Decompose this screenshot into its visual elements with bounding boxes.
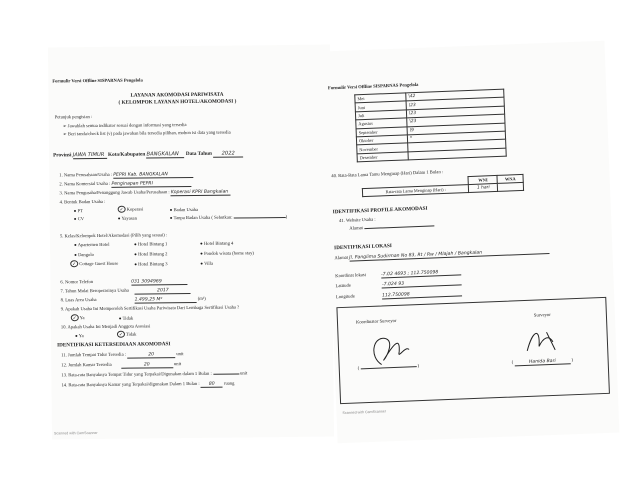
month-name: November [357, 143, 408, 153]
q6-field[interactable]: 031 3094969 [131, 279, 187, 286]
month-value[interactable]: \23 [406, 106, 504, 118]
koordinator-label: Koordinator Surveyor [355, 317, 397, 325]
wni-header: WNI [468, 175, 497, 184]
q12: 12. Jumlah Kamar Tersedia 20 unit [61, 361, 182, 368]
koordinat-field[interactable]: -7.02 4693 ; 112.750098 [381, 269, 461, 278]
option-dangolo[interactable]: ● Dangolo [74, 252, 94, 258]
q4: 4. Bentuk Badan Usaha : [59, 198, 106, 205]
q3-field[interactable]: Koperasi KPRI Bangkalan [171, 190, 231, 197]
form-page-right [323, 41, 620, 444]
section-profil: IDENTIFIKASI PROFILE AKOMODASI [332, 205, 428, 216]
stay-wna-value[interactable] [498, 182, 524, 191]
instructions-label: Petunjuk pengisian : [54, 114, 93, 120]
month-name: Oktober [356, 135, 407, 145]
q11-field[interactable]: 20 [127, 352, 175, 359]
month-value[interactable]: \9 [407, 123, 505, 135]
month-name: September [356, 126, 407, 136]
location-line: Provinsi JAWA TIMUR Kota/Kabupaten BANGKALAN Data Tahun 2022 [53, 150, 243, 159]
option-apartemen[interactable]: ● Apartemen Hotel [73, 241, 110, 248]
q2-field[interactable]: Penginapan PEPRI [111, 181, 191, 188]
q11: 11. Jumlah Tempat Tidur Tersedia : 20 unit [61, 351, 184, 358]
q1-field[interactable]: PEPRI Kab. BANGKALAN [113, 172, 193, 179]
q10-tidak[interactable]: ✓ Tidak [117, 332, 137, 338]
month-value[interactable]: \23 [407, 114, 505, 126]
q2: 2. Nama Komersial Usaha : Penginapan PEPRI [59, 180, 191, 188]
option-cv[interactable]: ● CV [73, 216, 85, 222]
option-villa[interactable]: ● Villa [200, 260, 214, 266]
latitude-row: Latitude -7.024 93 [335, 278, 462, 290]
stay-table [362, 174, 525, 197]
q7-field[interactable]: 2017 [135, 288, 191, 295]
option-pt[interactable]: ● PT [73, 208, 84, 214]
alamat-field[interactable]: Jl. Panglima Sudirman No 83, Rt / Rw / Mlajah / Bangkalan [349, 248, 549, 262]
q6: 6. Nomor Telefon 031 3094969 [60, 278, 187, 286]
scanner-watermark-right: Scanned with CamScanner [342, 409, 387, 416]
instruction-2: ➢ Beri tanda/check list (v) pada jawaban bila tersedia pilihan, mohon isi data yang tersedia [62, 129, 231, 137]
surveyor-name: Hanida Bari [514, 358, 570, 366]
month-value[interactable]: * [407, 131, 505, 143]
koordinator-name-line: ( ) [357, 363, 420, 371]
option-koperasi[interactable]: ✓ Koperasi [118, 206, 144, 212]
instruction-1: ➢ Jawablah semua indikator sesuai dengan informasi yang tersedia [62, 122, 187, 129]
website-field[interactable] [364, 225, 434, 229]
provinsi-field[interactable]: JAWA TIMUR [73, 152, 107, 159]
stay-wni-value[interactable]: 1 hari [469, 183, 498, 192]
month-value[interactable]: \23 [406, 98, 504, 110]
month-name: Mei [355, 93, 406, 103]
q9-tidak[interactable]: ● Tidak [118, 315, 134, 321]
q10-ya[interactable]: ● Ya [74, 333, 84, 339]
option-bintang2[interactable]: ● Hotel Bintang 2 [134, 251, 168, 257]
q1: 1. Nama Perusahaan/Usaha : PEPRI Kab. BANGKALAN [59, 171, 193, 179]
option-cottage[interactable]: ✓ Cottage Guest House [70, 261, 118, 268]
surveyor-label: Surveyor [533, 311, 551, 318]
option-pondok[interactable]: ● Pondok wisata (home stay) [200, 250, 254, 256]
tahun-field[interactable]: 2022 [213, 150, 243, 157]
q5: 5. Kelas/Kelompok Hotel/Akomodasi (Pilih yang sesuai) : [59, 232, 168, 239]
signature-box [336, 297, 610, 404]
option-bintang4[interactable]: ● Hotel Bintang 4 [199, 240, 234, 246]
option-bintang1[interactable]: ● Hotel Bintang 1 [133, 241, 168, 247]
longitude-row: Longitude 112.750098 [336, 289, 462, 301]
q7: 7. Tahun Mulai Beroperasinya Usaha 2017 [60, 287, 190, 295]
q40: 40. Rata-Rata Lama Tamu Menginap (Hari) Dalam 1 Bulan : [331, 169, 444, 179]
stay-label: Rata-rata Lama Menginap (Hari) : [362, 185, 469, 197]
q8: 8. Luas Area Usaha 1.499,25 M² (m²) [60, 295, 206, 303]
section-ketersediaan: IDENTIFIKASI KETERSEDIAAN AKOMODASI [57, 341, 171, 349]
q9: 9. Apakah Usaha Ini Memperoleh Sertifikasi Usaha Pariwisata Dari Lembaga Sertifikasi Usaha ? [60, 304, 240, 312]
option-bintang3[interactable]: ● Hotel Bintang 3 [134, 261, 168, 267]
monthly-table [354, 89, 507, 163]
q3: 3. Nama Pengusaha/Penanggung Jawab Usaha/Perusahaan : Koperasi KPRI Bangkalan [59, 189, 230, 198]
q41: 41. Website Usaha : [338, 216, 376, 224]
page-header: Formulir Versi Offline SISPARNAS Pengelola [52, 77, 143, 84]
q13-field[interactable] [213, 374, 239, 375]
q14-field[interactable]: 80 [201, 382, 223, 388]
q10: 10. Apakah Usaha Ini Menjadi Anggota Asosiasi [60, 323, 151, 330]
surveyor-name-line: ( Hanida Bari ) [511, 357, 574, 365]
q13: 13. Rata-rata Banyaknya Tempat Tidur yang Terpakai/Digunakan dalam 1 Bulan : unit [61, 370, 248, 378]
latitude-field[interactable]: -7.024 93 [382, 279, 462, 288]
koordinat-row: Koordinat lokasi -7.02 4693 ; 112.750098 [335, 268, 461, 280]
q41-alamat: Alamat [349, 222, 434, 230]
longitude-field[interactable]: 112.750098 [382, 290, 462, 299]
month-name: Juli [355, 110, 406, 120]
option-badan-usaha[interactable]: ● Badan Usaha [169, 206, 198, 213]
page-header-right: Formulir Versi Offline SISPARNAS Pengelola [327, 81, 419, 91]
q14: 14. Rata-rata Banyaknya Kamar yang Terpakai/digunakan Dalam 1 Bulan : 80 ruang [61, 380, 235, 388]
q8-field[interactable]: 1.499,25 M² [135, 297, 197, 304]
q12-field[interactable]: 20 [121, 362, 173, 369]
month-name: Juni [355, 101, 406, 111]
scanner-watermark: Scanned with CamScanner [53, 430, 98, 436]
alamat-row: Alamat Jl. Panglima Sudirman No 83, Rt / Rw / Mlajah / Bangkalan [334, 247, 549, 262]
wna-header: WNA [497, 174, 523, 183]
month-name: Desember [357, 152, 408, 162]
kabupaten-field[interactable]: BANGKALAN [146, 151, 184, 158]
option-yayasan[interactable]: ● Yayasan [117, 215, 137, 221]
option-tanpa-badan[interactable]: ● Tanpa Badan Usaha ( Sebutkan: ) [169, 213, 288, 221]
surveyor-signature-icon [518, 319, 569, 361]
form-subtitle: ( KELOMPOK LAYANAN HOTEL/AKOMODASI ) [118, 98, 237, 106]
form-page-left [48, 45, 334, 440]
q9-ya[interactable]: ✓ Ya [71, 315, 85, 321]
month-value[interactable]: \42 [406, 89, 504, 101]
form-title: LAYANAN AKOMODASI PARIWISATA [130, 91, 224, 99]
section-lokasi: IDENTIFIKASI LOKASI [334, 243, 393, 252]
month-name: Agustus [356, 118, 407, 128]
